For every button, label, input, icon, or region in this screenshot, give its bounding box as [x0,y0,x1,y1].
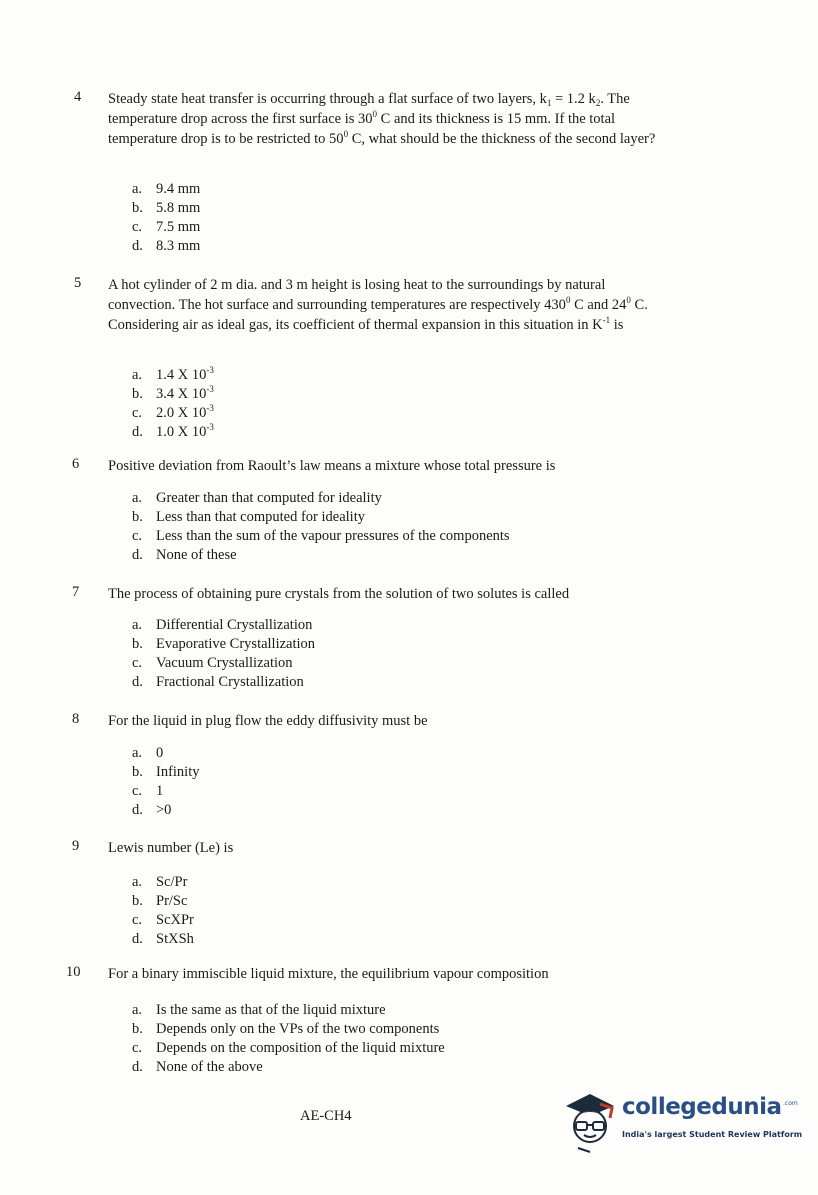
option-b: b. 5.8 mm [132,200,201,216]
question-text: The process of obtaining pure crystals from the solution of two solutes is called [108,586,570,602]
question-text: Lewis number (Le) is [108,840,234,856]
question-number: 4 [74,89,82,105]
option-b: b. 3.4 X $10^{-3}$ [132,384,214,402]
options-list [132,180,200,256]
option-b: b. Pr/Sc [132,893,188,909]
option-a: a. Is the same as that of the liquid mixture [132,1002,386,1018]
question-text: A hot cylinder of 2 m dia. and 3 m height is losing heat to the surroundings by natural convection. The hot surface and surrounding temperatures are respectively $430^0$ C and $24^0$ C. Considering air as ideal gas, its coefficient of thermal expansion in this situation in $K^{-1}$ is [108,277,648,333]
option-d: d. None of the above [132,1059,263,1075]
question-text: Positive deviation from Raoult’s law means a mixture whose total pressure is [108,458,556,474]
option-b: b. Less than that computed for ideality [132,509,365,525]
option-c: c. 1 [132,783,164,799]
option-a: a. Sc/Pr [132,874,188,890]
option-d: d. 8.3 mm [132,238,201,254]
brand-domain: .com [783,1100,798,1107]
options-list [132,744,200,820]
option-c: c. ScXPr [132,912,194,928]
question-number: 6 [72,456,80,472]
option-a: a. Greater than that computed for ideality [132,490,382,506]
option-d: d. StXSh [132,931,194,947]
question-number: 10 [66,964,81,980]
option-b: b. Evaporative Crystallization [132,636,316,652]
brand-tagline: India's largest Student Review Platform [622,1130,803,1139]
question-text: For the liquid in plug flow the eddy diffusivity must be [108,713,428,729]
option-c: c. 7.5 mm [132,219,201,235]
question-number: 7 [72,584,80,600]
option-a: a. Differential Crystallization [132,617,313,633]
page-footer-code: AE-CH4 [300,1108,352,1124]
option-b: b. Infinity [132,764,200,780]
option-c: c. 2.0 X $10^{-3}$ [132,403,214,421]
option-c: c. Vacuum Crystallization [132,655,293,671]
collegedunia-watermark [560,1088,803,1158]
student-mascot-icon [560,1088,620,1158]
question-text: For a binary immiscible liquid mixture, the equilibrium vapour composition [108,966,549,982]
option-d: d. >0 [132,802,172,818]
question-text: Steady state heat transfer is occurring through a flat surface of two layers, $k_1 = 1.2$ $k_2$. The temperature drop across the first surface is $30^0$ C and its thickness is 15 mm. If the total temperature drop is to be restricted to $50^0$ C, what should be the thickness of the second layer? [108,91,656,147]
options-list [132,616,315,692]
option-d: d. Fractional Crystallization [132,674,304,690]
options-list [132,873,194,949]
option-a: a. 9.4 mm [132,181,201,197]
option-b: b. Depends only on the VPs of the two components [132,1021,440,1037]
options-list [132,1001,445,1077]
brand-name: collegedunia [622,1094,782,1120]
question-number: 9 [72,838,80,854]
option-c: c. Less than the sum of the vapour pressures of the components [132,528,510,544]
options-list [132,489,510,565]
option-a: a. 1.4 X $10^{-3}$ [132,365,214,383]
option-d: d. 1.0 X $10^{-3}$ [132,422,214,440]
question-number: 5 [74,275,82,291]
option-c: c. Depends on the composition of the liquid mixture [132,1040,445,1056]
option-a: a. 0 [132,745,164,761]
question-number: 8 [72,711,80,727]
options-list [132,366,214,442]
option-d: d. None of these [132,547,237,563]
